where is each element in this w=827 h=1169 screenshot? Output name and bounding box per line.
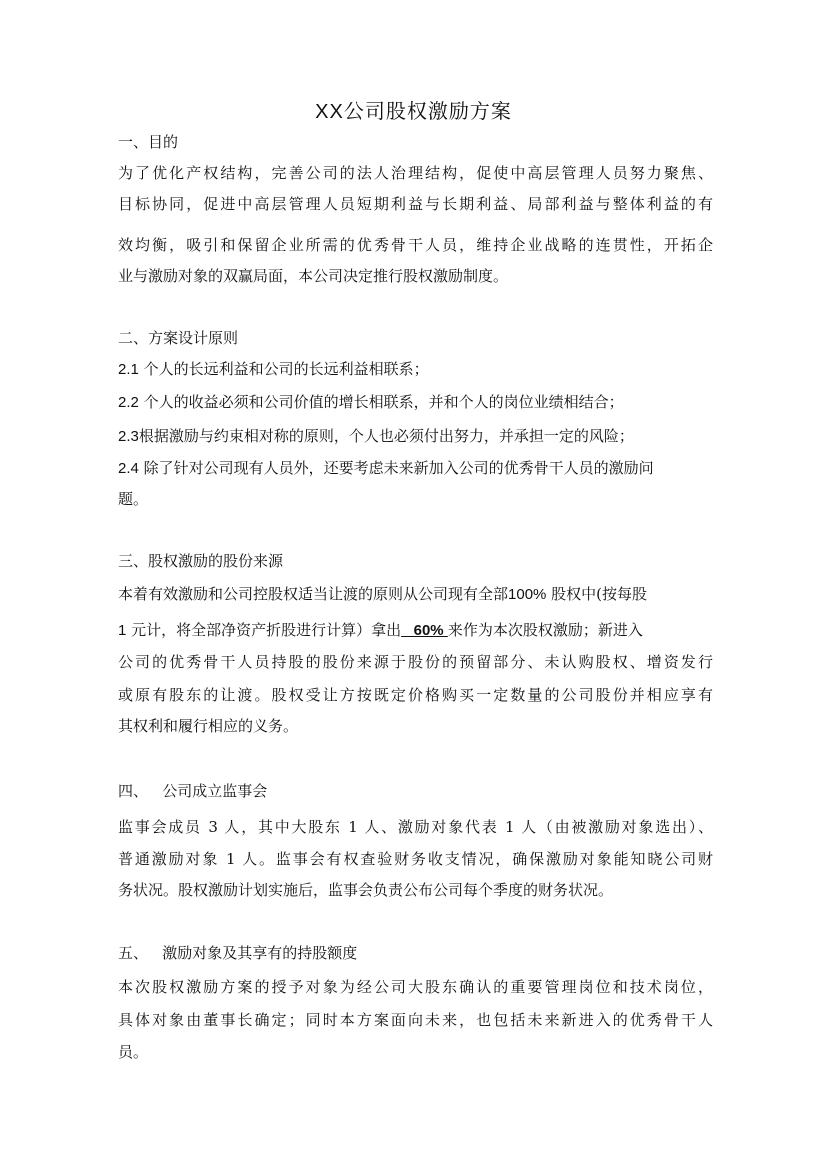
text-run: 股权中(按每股 <box>546 585 648 603</box>
item-text: 除了针对公司现有人员外，还要考虑未来新加入公司的优秀骨干人员的激励问 <box>138 459 654 477</box>
paragraph-line <box>118 582 713 607</box>
text-run: 1 <box>118 622 127 639</box>
paragraph-line: 效均衡，吸引和保留企业所需的优秀骨干人员，维持企业战略的连贯性，开拓企 <box>118 236 713 254</box>
document-title <box>0 96 827 127</box>
item-text: 根据激励与约束相对称的原则，个人也必须付出努力，并承担一定的风险； <box>138 427 634 445</box>
item-number: 2.3 <box>118 428 139 445</box>
paragraph-line: 题。 <box>118 490 149 508</box>
item-number: 2.2 <box>118 394 139 411</box>
paragraph-line: 监事会成员 3 人，其中大股东 1 人、激励对象代表 1 人（由被激励对象选出）、 <box>118 818 713 836</box>
principle-item <box>118 390 713 415</box>
paragraph-line: 目标协同，促进中高层管理人员短期利益与长期利益、局部利益与整体利益的有 <box>118 195 713 213</box>
principle-item <box>118 424 713 449</box>
section-heading-principles: 二、方案设计原则 <box>118 329 239 347</box>
percent-total: 100% <box>508 586 547 603</box>
section-heading-supervisory-board: 四、 公司成立监事会 <box>118 782 268 800</box>
principle-item <box>118 456 713 481</box>
paragraph-line: 业与激励对象的双赢局面，本公司决定推行股权激励制度。 <box>118 267 509 285</box>
item-number: 2.1 <box>118 361 139 378</box>
title-text: 公司股权激励方案 <box>343 99 512 123</box>
paragraph-line: 本次股权激励方案的授予对象为经公司大股东确认的重要管理岗位和技术岗位， <box>118 978 713 996</box>
title-prefix: XX <box>315 101 344 123</box>
principle-item <box>118 357 713 382</box>
paragraph-line: 具体对象由董事长确定；同时本方案面向未来，也包括未来新进入的优秀骨干人 <box>118 1011 713 1029</box>
text-run: 来作为本次股权激励；新进入 <box>447 621 643 639</box>
text-run: 本着有效激励和公司控股权适当让渡的原则从公司现有全部 <box>118 585 509 603</box>
paragraph-line: 员。 <box>118 1043 149 1061</box>
paragraph-line <box>118 618 713 643</box>
section-heading-incentive-objects: 五、 激励对象及其享有的持股额度 <box>118 944 358 962</box>
text-run: 元计，将全部净资产折股进行计算）拿出 <box>126 621 402 639</box>
section-heading-share-source: 三、股权激励的股份来源 <box>118 552 284 570</box>
section-heading-purpose: 一、目的 <box>118 133 179 151</box>
percent-incentive-underlined: 60% <box>401 622 448 639</box>
item-number: 2.4 <box>118 460 139 477</box>
paragraph-line: 或原有股东的让渡。股权受让方按既定价格购买一定数量的公司股份并相应享有 <box>118 686 713 704</box>
paragraph-line: 务状况。股权激励计划实施后，监事会负责公布公司每个季度的财务状况。 <box>118 881 614 899</box>
paragraph-line: 普通激励对象 1 人。监事会有权查验财务收支情况，确保激励对象能知晓公司财 <box>118 850 713 868</box>
paragraph-line: 为了优化产权结构，完善公司的法人治理结构，促使中高层管理人员努力聚焦、 <box>118 164 713 182</box>
paragraph-line: 其权利和履行相应的义务。 <box>118 717 299 735</box>
paragraph-line: 公司的优秀骨干人员持股的股份来源于股份的预留部分、未认购股权、增资发行 <box>118 653 713 671</box>
item-text: 个人的长远利益和公司的长远利益相联系； <box>138 360 429 378</box>
item-text: 个人的收益必须和公司价值的增长相联系，并和个人的岗位业绩相结合； <box>138 393 624 411</box>
